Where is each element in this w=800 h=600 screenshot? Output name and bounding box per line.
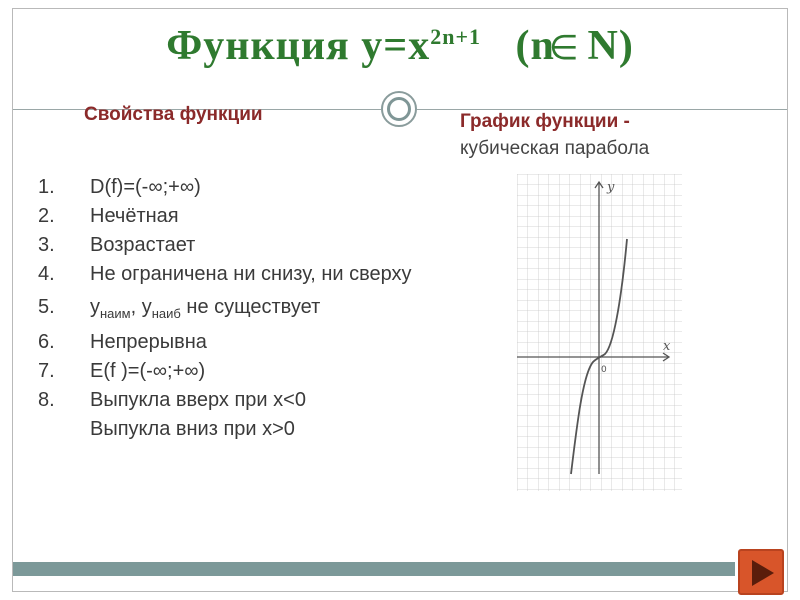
list-item bbox=[38, 357, 438, 386]
list-item-text bbox=[90, 293, 438, 328]
play-arrow-icon bbox=[752, 560, 774, 586]
origin-label: 0 bbox=[601, 365, 607, 375]
list-item bbox=[38, 328, 438, 357]
list-item-text: D(f)=(-∞;+∞) bbox=[90, 176, 201, 198]
properties-heading: Свойства функции bbox=[84, 104, 263, 125]
y-max-subscript: наиб bbox=[151, 306, 181, 321]
list-item bbox=[38, 386, 438, 444]
graph-heading bbox=[460, 108, 649, 162]
divider-circle-icon bbox=[381, 91, 417, 127]
list-item-line2: Выпукла вниз при x>0 bbox=[90, 418, 295, 440]
title-paren-close: N) bbox=[587, 23, 634, 69]
list-item bbox=[38, 293, 438, 328]
title-prefix: Функция y=x bbox=[166, 23, 431, 69]
list-item-number: 6. bbox=[38, 331, 55, 353]
separator: , bbox=[130, 296, 142, 318]
list-item-text: E(f )=(-∞;+∞) bbox=[90, 360, 206, 382]
list-item bbox=[38, 202, 438, 231]
list-item-line1: Выпукла вверх при x<0 bbox=[90, 389, 306, 411]
next-slide-button[interactable] bbox=[738, 549, 784, 595]
slide-title bbox=[0, 22, 800, 70]
list-item-number: 4. bbox=[38, 263, 55, 285]
list-item bbox=[38, 260, 438, 289]
cubic-parabola-graph bbox=[517, 174, 682, 491]
list-item-text: Непрерывна bbox=[90, 331, 207, 353]
list-item-text bbox=[90, 386, 438, 444]
y-axis-label: y bbox=[607, 180, 615, 195]
element-of-icon: ∈ bbox=[548, 28, 580, 68]
list-item-text: Возрастает bbox=[90, 234, 196, 256]
graph-heading-title: График функции - bbox=[460, 111, 630, 132]
list-item-number: 7. bbox=[38, 360, 55, 382]
y-min-subscript: наим bbox=[100, 306, 131, 321]
y-min-symbol: y bbox=[90, 296, 100, 318]
list-item-number: 5. bbox=[38, 296, 55, 318]
list-item bbox=[38, 231, 438, 260]
graph-heading-subtitle: кубическая парабола bbox=[460, 138, 650, 159]
list-item-text: Не ограничена ни снизу, ни сверху bbox=[90, 263, 412, 285]
list-item-text: Нечётная bbox=[90, 205, 179, 227]
list-item-number: 3. bbox=[38, 234, 55, 256]
x-axis-label: x bbox=[663, 339, 671, 354]
properties-list bbox=[38, 173, 438, 444]
list-item-rest: не существует bbox=[180, 296, 321, 318]
list-item-number: 8. bbox=[38, 389, 55, 411]
title-paren-open: (n bbox=[515, 23, 555, 69]
bottom-bar bbox=[13, 562, 735, 576]
list-item bbox=[38, 173, 438, 202]
list-item-number: 1. bbox=[38, 176, 55, 198]
list-item-number: 2. bbox=[38, 205, 55, 227]
title-exponent: 2n+1 bbox=[430, 24, 481, 49]
y-max-symbol: y bbox=[141, 296, 152, 318]
